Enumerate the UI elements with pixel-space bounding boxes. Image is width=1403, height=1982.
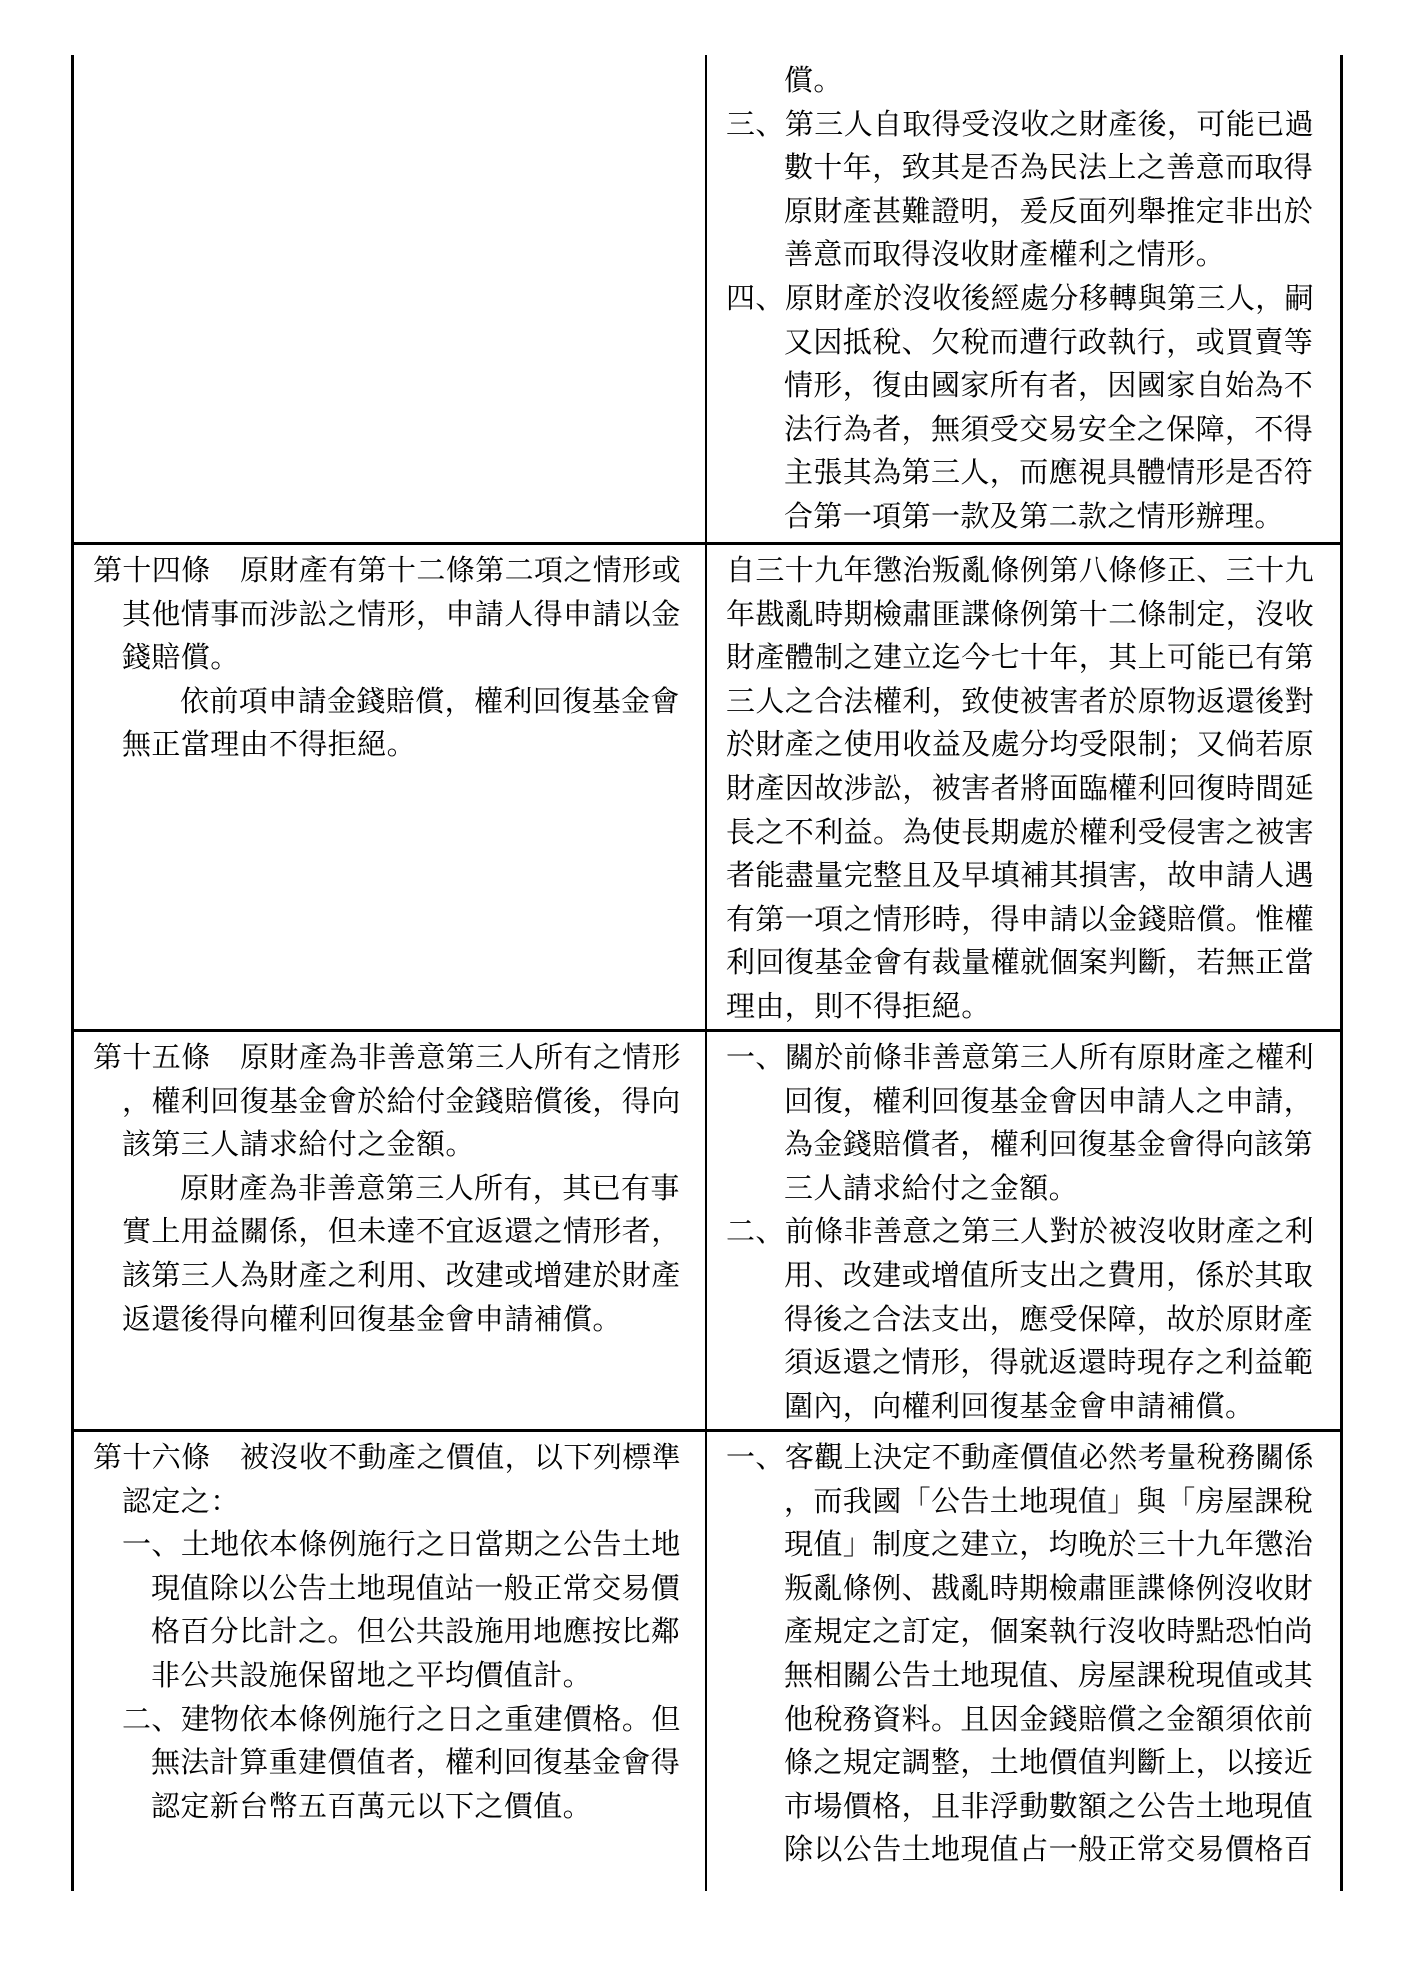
text-line — [93, 549, 705, 593]
line-text: 自三十九年懲治叛亂條例第八條修正、三十九 — [726, 553, 1315, 587]
text-line — [93, 1741, 705, 1785]
text-line — [726, 985, 1340, 1029]
text-line — [726, 636, 1340, 680]
text-line — [726, 549, 1340, 593]
line-text: 數十年，致其是否為民法上之善意而取得 — [784, 150, 1314, 185]
article-text-cell — [71, 55, 707, 542]
line-text: 現值」制度之建立，均晚於三十九年懲治 — [784, 1527, 1314, 1562]
line-text: 非公共設施保留地之平均價值計。 — [151, 1657, 593, 1692]
text-line — [726, 1523, 1340, 1567]
numbered-item — [726, 1210, 1340, 1428]
text-line — [93, 1698, 705, 1742]
text-line — [726, 767, 1340, 811]
comparison-table — [71, 55, 1343, 1891]
explanation-cell — [707, 1032, 1343, 1429]
line-text: 為金錢賠償者，權利回復基金會得向該第 — [784, 1127, 1314, 1162]
text-line — [726, 1385, 1340, 1429]
line-text: 法行為者，無須受交易安全之保障，不得 — [784, 411, 1314, 446]
line-text: 長之不利益。為使長期處於權利受侵害之被害 — [726, 814, 1315, 849]
text-line — [93, 1567, 705, 1611]
line-text: 無法計算重建價值者，權利回復基金會得 — [151, 1745, 681, 1780]
line-text: 原財產為非善意第三人所有之情形 — [240, 1040, 682, 1074]
text-line — [93, 1610, 705, 1654]
text-line — [93, 1654, 705, 1698]
line-text: 錢賠償。 — [122, 640, 240, 675]
article-number: 第十四條 — [93, 553, 211, 587]
line-text: 圍內，向權利回復基金會申請補償。 — [784, 1388, 1255, 1423]
text-line — [726, 1080, 1340, 1124]
text-line — [726, 1698, 1340, 1742]
line-text: 建物依本條例施行之日之重建價格。但 — [180, 1701, 681, 1736]
text-line — [726, 680, 1340, 724]
text-line — [726, 1785, 1340, 1829]
text-line — [726, 593, 1340, 637]
table-row — [71, 1032, 1343, 1432]
text-line — [93, 1523, 705, 1567]
line-text: 其他情事而涉訟之情形，申請人得申請以金 — [122, 596, 681, 631]
paragraph — [726, 59, 1340, 103]
line-text: 土地依本條例施行之日當期之公告土地 — [180, 1527, 681, 1562]
text-line — [726, 59, 1340, 103]
text-line — [726, 1828, 1340, 1872]
line-text: 無正當理由不得拒絕。 — [122, 727, 417, 762]
item-marker: 一、 — [726, 1440, 785, 1474]
text-line — [726, 103, 1340, 147]
text-line — [726, 1436, 1340, 1480]
line-text: 利回復基金會有裁量權就個案判斷，若無正當 — [726, 945, 1315, 980]
table-row — [71, 55, 1343, 545]
text-line — [726, 1654, 1340, 1698]
text-line — [93, 680, 705, 724]
line-text: 用、改建或增值所支出之費用，係於其取 — [784, 1257, 1314, 1292]
text-line — [93, 1210, 705, 1254]
text-line — [726, 1036, 1340, 1080]
text-line — [726, 451, 1340, 495]
line-text: 除以公告土地現值占一般正常交易價格百 — [784, 1832, 1314, 1867]
article-text-cell — [71, 545, 707, 1029]
numbered-item — [726, 103, 1340, 277]
text-line — [93, 1167, 705, 1211]
text-line — [93, 723, 705, 767]
line-text: 依前項申請金錢賠償，權利回復基金會 — [180, 683, 680, 718]
text-line — [93, 1123, 705, 1167]
text-line — [726, 1480, 1340, 1524]
item-marker: 二、 — [122, 1701, 181, 1736]
line-text: 原財產於沒收後經處分移轉與第三人，嗣 — [784, 280, 1315, 315]
text-line — [726, 190, 1340, 234]
line-text: 善意而取得沒收財產權利之情形。 — [784, 237, 1226, 272]
article-paragraph — [93, 1036, 705, 1167]
explanation-cell — [707, 1432, 1343, 1891]
text-line — [726, 1341, 1340, 1385]
line-text: 財產因故涉訟，被害者將面臨權利回復時間延 — [726, 770, 1315, 805]
line-text: 原財產為非善意第三人所有，其已有事 — [180, 1170, 680, 1205]
article-text-cell — [71, 1432, 707, 1891]
line-text: 合第一項第一款及第二款之情形辦理。 — [784, 498, 1284, 533]
article-paragraph — [93, 1436, 705, 1523]
line-text: 回復，權利回復基金會因申請人之申請， — [784, 1083, 1314, 1118]
item-marker: 四、 — [726, 280, 785, 315]
line-text: 返還後得向權利回復基金會申請補償。 — [122, 1301, 622, 1336]
numbered-item — [93, 1698, 705, 1829]
line-text: ，權利回復基金會於給付金錢賠償後，得向 — [122, 1083, 681, 1118]
line-text: 市場價格，且非浮動數額之公告土地現值 — [784, 1788, 1314, 1823]
line-text: 主張其為第三人，而應視具體情形是否符 — [784, 455, 1314, 490]
text-line — [93, 1254, 705, 1298]
line-text: 三人請求給付之金額。 — [784, 1170, 1079, 1205]
line-text: 實上用益關係，但未達不宜返還之情形者， — [122, 1214, 681, 1249]
line-text: 認定新台幣五百萬元以下之價值。 — [151, 1788, 593, 1823]
text-line — [726, 1567, 1340, 1611]
item-marker: 一、 — [122, 1527, 181, 1562]
item-marker: 三、 — [726, 106, 785, 141]
text-line — [726, 941, 1340, 985]
text-line — [726, 146, 1340, 190]
line-text: 無相關公告土地現值、房屋課稅現值或其 — [784, 1657, 1314, 1692]
text-line — [93, 1480, 705, 1524]
line-text: 條之規定調整，土地價值判斷上，以接近 — [784, 1745, 1314, 1780]
text-line — [726, 898, 1340, 942]
paragraph — [93, 1167, 705, 1341]
line-text: 者能盡量完整且及早填補其損害，故申請人遇 — [726, 858, 1315, 893]
line-text: 第三人自取得受沒收之財產後，可能已過 — [784, 106, 1315, 141]
text-line — [93, 1436, 705, 1480]
line-text: 償。 — [784, 63, 843, 97]
text-line — [93, 593, 705, 637]
line-text: 產規定之訂定，個案執行沒收時點恐怕尚 — [784, 1614, 1314, 1649]
article-paragraph — [93, 549, 705, 680]
line-text: 該第三人為財產之利用、改建或增建於財產 — [122, 1257, 681, 1292]
article-number: 第十六條 — [93, 1440, 211, 1474]
line-text: 年戡亂時期檢肅匪諜條例第十二條制定，沒收 — [726, 596, 1315, 631]
numbered-item — [726, 1436, 1340, 1872]
article-text-cell — [71, 1032, 707, 1429]
text-line — [93, 1298, 705, 1342]
text-line — [726, 277, 1340, 321]
line-text: 現值除以公告土地現值站一般正常交易價 — [151, 1570, 681, 1605]
text-line — [726, 723, 1340, 767]
line-text: 三人之合法權利，致使被害者於原物返還後對 — [726, 683, 1315, 718]
line-text: 關於前條非善意第三人所有原財產之權利 — [784, 1040, 1315, 1074]
text-line — [93, 636, 705, 680]
numbered-item — [726, 277, 1340, 539]
text-line — [726, 1741, 1340, 1785]
paragraph — [726, 549, 1340, 1029]
table-row — [71, 1432, 1343, 1891]
text-line — [726, 1298, 1340, 1342]
line-text: 理由，則不得拒絕。 — [726, 988, 991, 1023]
line-text: 原財產有第十二條第二項之情形或 — [240, 553, 682, 587]
text-line — [726, 364, 1340, 408]
line-text: 情形，復由國家所有者，因國家自始為不 — [784, 368, 1314, 403]
text-line — [93, 1080, 705, 1124]
item-marker: 一、 — [726, 1040, 785, 1074]
line-text: 又因抵稅、欠稅而遭行政執行，或買賣等 — [784, 324, 1314, 359]
line-text: ，而我國「公告土地現值」與「房屋課稅 — [784, 1483, 1314, 1518]
line-text: 認定之： — [122, 1483, 240, 1518]
text-line — [726, 811, 1340, 855]
text-line — [726, 854, 1340, 898]
numbered-item — [726, 1036, 1340, 1210]
text-line — [726, 1210, 1340, 1254]
line-text: 該第三人請求給付之金額。 — [122, 1127, 475, 1162]
paragraph — [93, 680, 705, 767]
text-line — [726, 321, 1340, 365]
line-text: 有第一項之情形時，得申請以金錢賠償。惟權 — [726, 901, 1315, 936]
line-text: 格百分比計之。但公共設施用地應按比鄰 — [151, 1614, 681, 1649]
numbered-item — [93, 1523, 705, 1697]
text-line — [726, 1167, 1340, 1211]
text-line — [726, 1254, 1340, 1298]
line-text: 前條非善意之第三人對於被沒收財產之利 — [784, 1214, 1315, 1249]
line-text: 於財產之使用收益及處分均受限制；又倘若原 — [726, 727, 1315, 762]
line-text: 他稅務資料。且因金錢賠償之金額須依前 — [784, 1701, 1314, 1736]
text-line — [726, 1610, 1340, 1654]
article-number: 第十五條 — [93, 1040, 211, 1074]
text-line — [726, 233, 1340, 277]
line-text: 原財產甚難證明，爰反面列舉推定非出於 — [784, 193, 1314, 228]
line-text: 客觀上決定不動產價值必然考量稅務關係 — [784, 1440, 1315, 1474]
text-line — [726, 408, 1340, 452]
explanation-cell — [707, 55, 1343, 542]
line-text: 被沒收不動產之價值，以下列標準 — [240, 1440, 682, 1474]
table-row — [71, 545, 1343, 1032]
line-text: 財產體制之建立迄今七十年，其上可能已有第 — [726, 640, 1315, 675]
text-line — [93, 1036, 705, 1080]
text-line — [726, 1123, 1340, 1167]
line-text: 須返還之情形，得就返還時現存之利益範 — [784, 1345, 1314, 1380]
text-line — [726, 495, 1340, 539]
line-text: 叛亂條例、戡亂時期檢肅匪諜條例沒收財 — [784, 1570, 1314, 1605]
item-marker: 二、 — [726, 1214, 785, 1249]
explanation-cell — [707, 545, 1343, 1029]
line-text: 得後之合法支出，應受保障，故於原財產 — [784, 1301, 1314, 1336]
text-line — [93, 1785, 705, 1829]
